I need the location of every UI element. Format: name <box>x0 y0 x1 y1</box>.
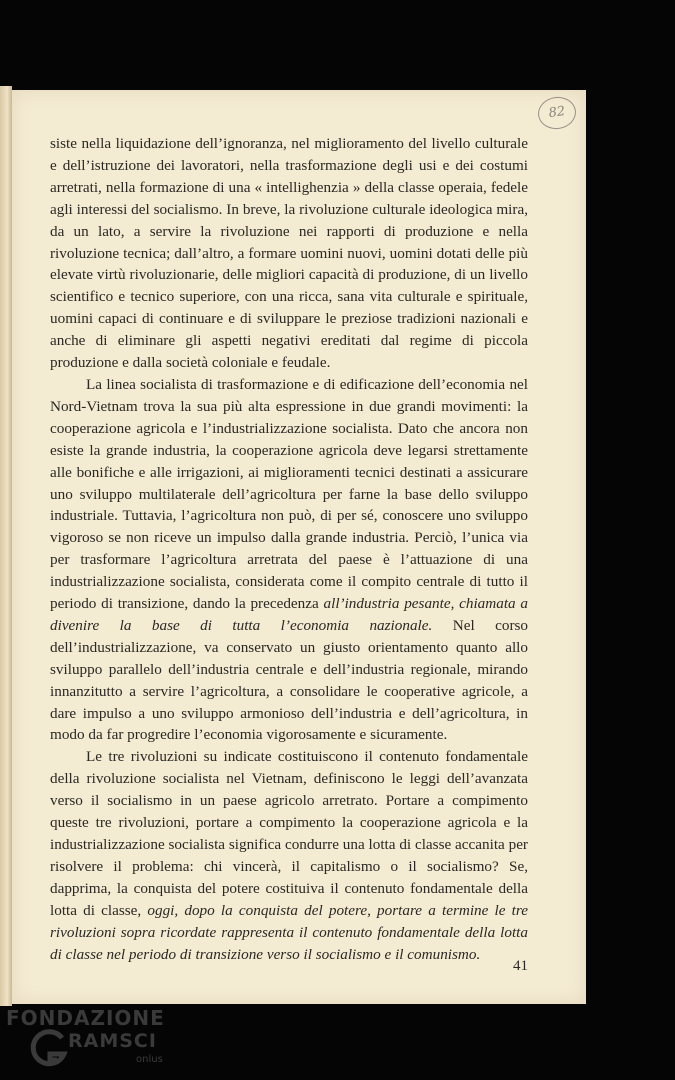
italic-text-run: oggi, dopo la conquista del potere, portare a termine le tre rivoluzioni sopra ricordate rappresenta il contenuto fondamentale della lotta di classe nel periodo di transizione verso il socialismo e il comunismo. <box>50 901 528 963</box>
watermark-line2: RAMSCI <box>68 1030 157 1052</box>
paragraph <box>50 133 528 374</box>
text-run: siste nella liquidazione dell’ignoranza, nel miglioramento del livello culturale e dell’istruzione dei lavoratori, nella trasformazione degli usi e dei costumi arretrati, nella formazione di una « intellighenzia » della classe operaia, fedele agli interessi del socialismo. In breve, la rivoluzione culturale ideologica mira, da un lato, a servire la rivoluzione nei rapporti di produzione e nella rivoluzione tecnica; dall’altro, a formare uomini nuovi, uomini dotati delle più elevate virtù rivoluzionarie, delle migliori capacità di produzione, di un livello scientifico e tecnico superiore, con una ricca, sana vita culturale e spirituale, uomini capaci di continuare e di sviluppare le preziose tradizioni nazionali e anche di eliminare gli aspetti negativi ereditati dal regime di piccola produzione e dalla società coloniale e feudale. <box>50 135 528 372</box>
paragraph <box>50 374 528 746</box>
watermark-onlus: onlus <box>136 1054 163 1065</box>
paragraph <box>50 746 528 965</box>
italic-text-run: all’industria pesante, chiamata a divenire la base di tutta l’economia nazionale. <box>50 595 528 634</box>
text-run: La linea socialista di trasformazione e di edificazione dell’economia nel Nord-Vietnam trova la sua più alta espressione in due grandi movimenti: la cooperazione agricola e l’industrializzazione socialista. Dato che ancora non esiste la grande industria, la cooperazione agricola deve legarsi strettamente alle bonifiche e alle irrigazioni, ai miglioramenti tecnici destinati a assicurare uno sviluppo multilaterale dell’agricoltura per farne la base dello sviluppo industriale. Tuttavia, l’agricoltura non può, di per sé, conoscere uno sviluppo vigoroso se non riceve un impulso dalla grande industria. Perciò, l’unica via per trasformare l’agricoltura arretrata del paese è l’attuazione di una industrializzazione socialista, considerata come il compito centrale di tutto il periodo di transizione, dando la precedenza <box>50 375 528 613</box>
fondazione-gramsci-watermark <box>4 1006 204 1076</box>
watermark-line1: FONDAZIONE <box>6 1006 165 1030</box>
gramsci-g-logo-icon <box>28 1028 68 1072</box>
handwritten-folio-mark: 82 <box>536 95 578 132</box>
text-run: Nel corso dell’industrializzazione, va conservato un giusto orientamento quanto allo sviluppo parallelo dell’industria centrale e dell’industria regionale, mirando innanzitutto a servire l’agricoltura, a consolidare le cooperative agricole, a dare impulso a uno sviluppo armonioso dell’industria e dell’agricoltura, in modo da far progredire l’economia vigorosamente e sicuramente. <box>50 616 529 744</box>
left-page-edge <box>0 86 12 1006</box>
page-number: 41 <box>513 958 528 974</box>
page-body-text <box>50 133 528 965</box>
text-run: Le tre rivoluzioni su indicate costituiscono il contenuto fondamentale della rivoluzione socialista nel Vietnam, definiscono le leggi dell’avanzata verso il socialismo in un paese agricolo arretrato. Portare a compimento queste tre rivoluzioni, portare a compimento la cooperazione agricola e la industrializzazione socialista significa condurre una lotta di classe accanita per risolvere il problema: chi vincerà, il capitalismo o il socialismo? Se, dapprima, la conquista del potere costituiva il contenuto fondamentale della lotta di classe, <box>50 748 528 919</box>
